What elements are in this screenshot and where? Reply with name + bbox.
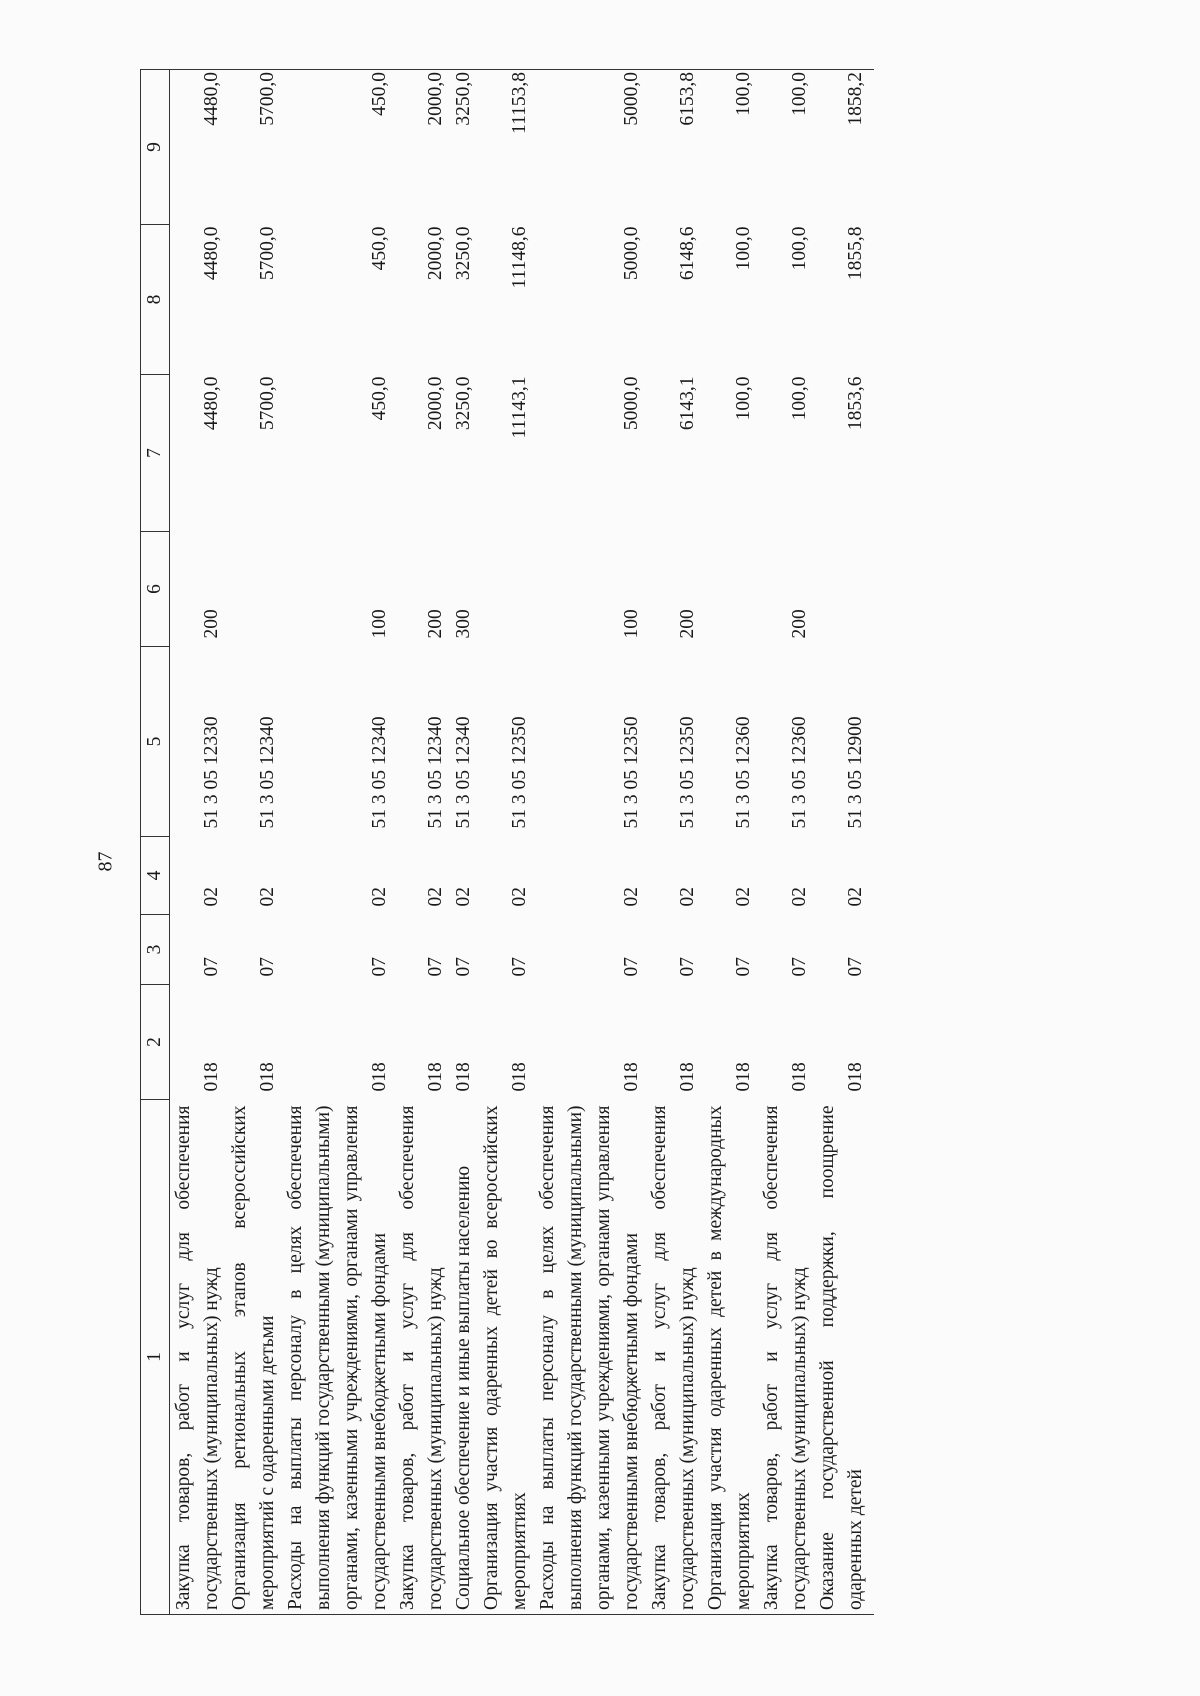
row-admin-code: 018 — [845, 1062, 866, 1092]
row-amount-year1: 6143,1 — [677, 376, 698, 431]
row-amount-year2: 450,0 — [369, 226, 390, 271]
row-amount-year2: 2000,0 — [425, 226, 446, 281]
row-target-article: 51 3 05 12340 — [453, 716, 474, 829]
budget-table-container — [140, 70, 1200, 1615]
row-section: 07 — [369, 957, 390, 977]
row-name: Оказание государственной поддержки, поощрение одаренных детей — [814, 1100, 874, 1615]
row-target-article: 51 3 05 12330 — [201, 716, 222, 829]
table-row — [394, 70, 450, 1615]
row-amount-year2: 3250,0 — [453, 226, 474, 281]
row-amount-year3: 450,0 — [282, 70, 394, 225]
table-row — [450, 70, 478, 1615]
row-section: 07 — [789, 957, 810, 977]
row-section: 07 — [621, 957, 642, 977]
row-admin-code: 018 — [621, 1062, 642, 1092]
row-subsection: 02 — [509, 887, 530, 907]
header-col-8: 8 — [141, 225, 170, 375]
row-admin-code: 018 — [201, 1062, 222, 1092]
row-admin-code: 018 — [509, 1062, 530, 1092]
row-name: Расходы на выплаты персоналу в целях обеспечения выполнения функций государственными (муниципальными) органами, казенными учреждениями, органами управления государственными внебюджетными фондами — [534, 1100, 646, 1615]
table-row — [646, 70, 702, 1615]
row-target-article: 51 3 05 12340 — [369, 716, 390, 829]
row-target-article: 51 3 05 12340 — [425, 716, 446, 829]
row-name: Организация участия одаренных детей во всероссийских мероприятиях — [478, 1100, 534, 1615]
row-subsection: 02 — [677, 887, 698, 907]
header-col-6: 6 — [141, 532, 170, 647]
budget-table — [140, 69, 874, 1615]
row-amount-year2: 11148,6 — [509, 226, 530, 289]
row-name: Закупка товаров, работ и услуг для обеспечения государственных (муниципальных) нужд — [394, 1100, 450, 1615]
page-number: 87 — [94, 851, 117, 872]
row-expense-type — [814, 532, 874, 647]
row-amount-year2: 5000,0 — [621, 226, 642, 281]
row-admin-code: 018 — [733, 1062, 754, 1092]
table-body — [170, 70, 875, 1615]
row-admin-code: 018 — [789, 1062, 810, 1092]
row-expense-type: 200 — [425, 609, 446, 639]
table-header-row — [141, 70, 170, 1615]
row-expense-type — [702, 532, 758, 647]
row-amount-year2: 100,0 — [733, 226, 754, 271]
row-subsection: 02 — [425, 887, 446, 907]
row-name: Расходы на выплаты персоналу в целях обеспечения выполнения функций государственными (муниципальными) органами, казенными учреждениями, органами управления государственными внебюджетными фондами — [282, 1100, 394, 1615]
row-expense-type: 200 — [677, 609, 698, 639]
row-amount-year1: 5000,0 — [621, 376, 642, 431]
row-subsection: 02 — [453, 887, 474, 907]
row-target-article: 51 3 05 12900 — [845, 716, 866, 829]
row-name: Закупка товаров, работ и услуг для обеспечения государственных (муниципальных) нужд — [758, 1100, 814, 1615]
row-amount-year3: 2000,0 — [394, 70, 450, 225]
table-row — [758, 70, 814, 1615]
row-admin-code: 018 — [257, 1062, 278, 1092]
row-name: Закупка товаров, работ и услуг для обеспечения государственных (муниципальных) нужд — [646, 1100, 702, 1615]
row-section: 07 — [733, 957, 754, 977]
table-row — [702, 70, 758, 1615]
row-target-article: 51 3 05 12350 — [509, 716, 530, 829]
row-amount-year2: 6148,6 — [677, 226, 698, 281]
row-amount-year1: 1853,6 — [845, 376, 866, 431]
header-col-7: 7 — [141, 375, 170, 532]
row-amount-year1: 3250,0 — [453, 376, 474, 431]
header-col-1: 1 — [141, 1100, 170, 1615]
row-subsection: 02 — [789, 887, 810, 907]
row-section: 07 — [257, 957, 278, 977]
row-section: 07 — [453, 957, 474, 977]
header-col-5: 5 — [141, 647, 170, 837]
row-amount-year3: 11153,8 — [478, 70, 534, 225]
row-amount-year2: 1855,8 — [845, 226, 866, 281]
header-col-3: 3 — [141, 915, 170, 985]
row-section: 07 — [425, 957, 446, 977]
row-name: Организация участия одаренных детей в международных мероприятиях — [702, 1100, 758, 1615]
row-admin-code: 018 — [425, 1062, 446, 1092]
row-amount-year3: 3250,0 — [450, 70, 478, 225]
row-section: 07 — [845, 957, 866, 977]
row-name: Организация региональных этапов всероссийских мероприятий с одаренными детьми — [226, 1100, 282, 1615]
row-subsection: 02 — [621, 887, 642, 907]
row-section: 07 — [509, 957, 530, 977]
row-subsection: 02 — [257, 887, 278, 907]
row-amount-year2: 100,0 — [789, 226, 810, 271]
table-row — [814, 70, 874, 1615]
row-target-article: 51 3 05 12360 — [789, 716, 810, 829]
row-amount-year2: 5700,0 — [257, 226, 278, 281]
row-admin-code: 018 — [677, 1062, 698, 1092]
row-expense-type: 300 — [453, 609, 474, 639]
row-amount-year1: 11143,1 — [509, 376, 530, 439]
row-name: Закупка товаров, работ и услуг для обеспечения государственных (муниципальных) нужд — [170, 1100, 227, 1615]
row-section: 07 — [201, 957, 222, 977]
row-amount-year3: 100,0 — [758, 70, 814, 225]
table-row — [282, 70, 394, 1615]
row-subsection: 02 — [201, 887, 222, 907]
row-expense-type: 100 — [621, 609, 642, 639]
row-subsection: 02 — [369, 887, 390, 907]
row-amount-year1: 5700,0 — [257, 376, 278, 431]
row-target-article: 51 3 05 12340 — [257, 716, 278, 829]
row-amount-year1: 450,0 — [369, 376, 390, 421]
row-expense-type: 100 — [369, 609, 390, 639]
row-amount-year2: 4480,0 — [201, 226, 222, 281]
header-col-9: 9 — [141, 70, 170, 225]
row-amount-year3: 100,0 — [702, 70, 758, 225]
row-target-article: 51 3 05 12350 — [621, 716, 642, 829]
row-amount-year1: 2000,0 — [425, 376, 446, 431]
row-admin-code: 018 — [453, 1062, 474, 1092]
table-row — [226, 70, 282, 1615]
row-name: Социальное обеспечение и иные выплаты населению — [450, 1100, 478, 1615]
row-admin-code: 018 — [369, 1062, 390, 1092]
row-amount-year3: 1858,2 — [814, 70, 874, 225]
row-target-article: 51 3 05 12360 — [733, 716, 754, 829]
row-amount-year1: 100,0 — [733, 376, 754, 421]
row-amount-year1: 100,0 — [789, 376, 810, 421]
row-subsection: 02 — [733, 887, 754, 907]
row-expense-type — [478, 532, 534, 647]
table-row — [170, 70, 227, 1615]
row-section: 07 — [677, 957, 698, 977]
row-target-article: 51 3 05 12350 — [677, 716, 698, 829]
header-col-4: 4 — [141, 837, 170, 915]
row-expense-type — [226, 532, 282, 647]
row-expense-type: 200 — [201, 609, 222, 639]
row-amount-year3: 5000,0 — [534, 70, 646, 225]
row-expense-type: 200 — [789, 609, 810, 639]
table-row — [478, 70, 534, 1615]
row-subsection: 02 — [845, 887, 866, 907]
header-col-2: 2 — [141, 985, 170, 1100]
table-row — [534, 70, 646, 1615]
row-amount-year3: 5700,0 — [226, 70, 282, 225]
row-amount-year3: 6153,8 — [646, 70, 702, 225]
row-amount-year3: 4480,0 — [170, 70, 227, 225]
row-amount-year1: 4480,0 — [201, 376, 222, 431]
